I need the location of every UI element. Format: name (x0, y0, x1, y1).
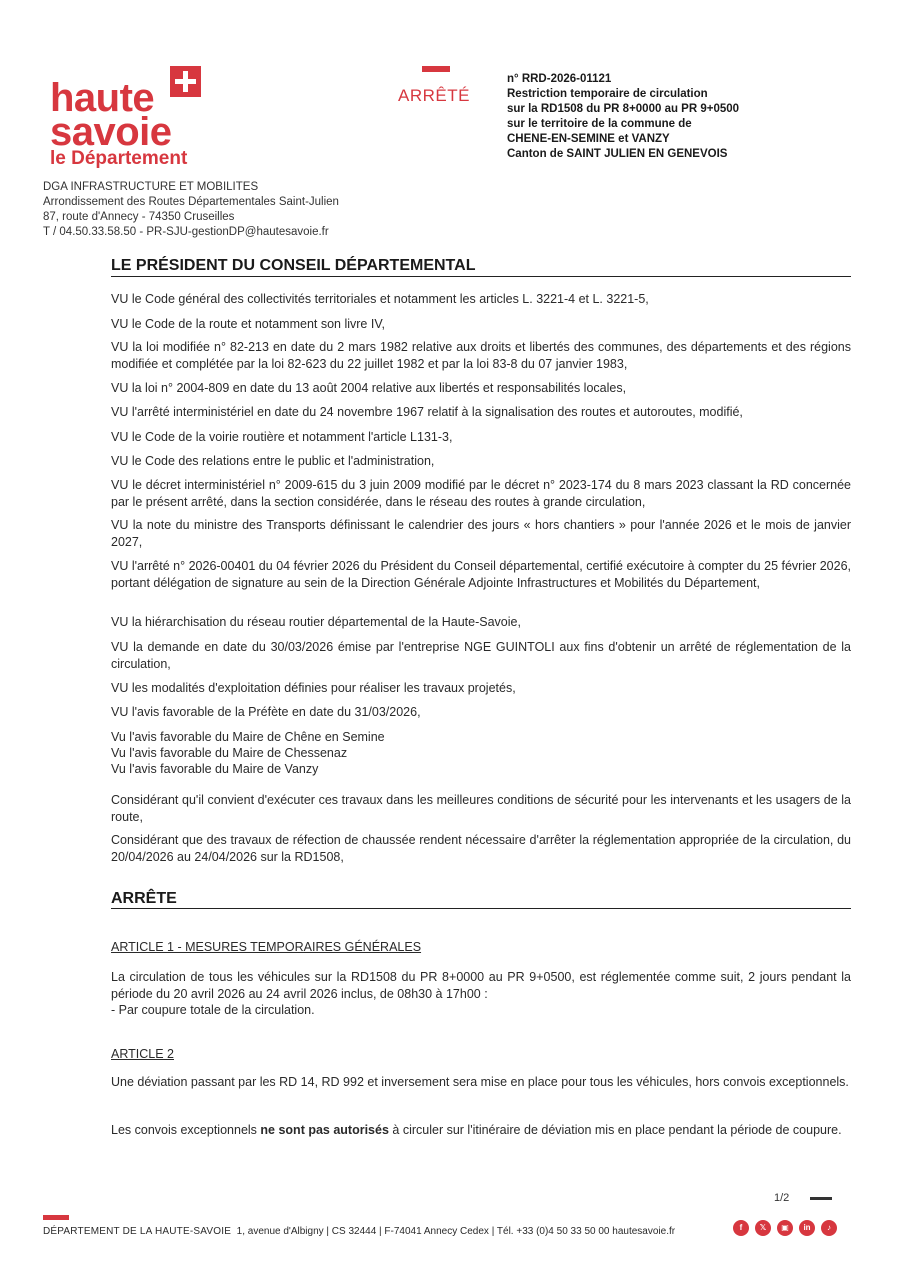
reference-line: Canton de SAINT JULIEN EN GENEVOIS (507, 148, 728, 160)
vu-item: VU l'arrêté n° 2026-00401 du 04 février 2026 du Président du Conseil départemental, certifié exécutoire à compter du 25 février 2026, portant délégation de signature au sein de la Direction Générale Adjointe Infrastructures et Mobilités du Département, (111, 559, 851, 590)
article-1-text: La circulation de tous les véhicules sur la RD1508 du PR 8+0000 au PR 9+0500, est réglementée comme suit, 2 jours pendant la période du 20 avril 2026 au 24 avril 2026 inclus, de 08h30 à 17h00 : (111, 970, 851, 1001)
avis-item: Vu l'avis favorable du Maire de Chessenaz (111, 746, 348, 760)
page-dash (810, 1197, 832, 1200)
vu-item: VU la loi n° 2004-809 en date du 13 août 2004 relative aux libertés et responsabilités locales, (111, 381, 627, 395)
considerant-item: Considérant que des travaux de réfection de chaussée rendent nécessaire d'arrêter la réglementation appropriée de la circulation, du 20/04/2026 au 24/04/2026 sur la RD1508, (111, 833, 851, 864)
vu-item: VU la demande en date du 30/03/2026 émise par l'entreprise NGE GUINTOLI aux fins d'obtenir un arrêté de réglementation de la circulation, (111, 640, 851, 671)
convoy-text-emphasis: ne sont pas autorisés (260, 1123, 389, 1137)
sender-line: 87, route d'Annecy - 74350 Cruseilles (43, 211, 235, 223)
sender-line: DGA INFRASTRUCTURE ET MOBILITES (43, 181, 259, 193)
footer-accent-bar (43, 1215, 69, 1220)
vu-item: VU la loi modifiée n° 82-213 en date du 2 mars 1982 relative aux droits et libertés des communes, des départements et des régions modifiée et complétée par la loi 82-623 du 22 juillet 1982 et par la loi 83-8 du 07 janvier 1983, (111, 340, 851, 371)
arrete-accent-bar (422, 66, 450, 72)
article-2-title: ARTICLE 2 (111, 1047, 174, 1061)
avis-item: Vu l'avis favorable du Maire de Vanzy (111, 762, 319, 776)
vu-item: VU la hiérarchisation du réseau routier départemental de la Haute-Savoie, (111, 615, 521, 629)
arrete-label: ARRÊTÉ (398, 86, 470, 105)
instagram-icon[interactable]: ▣ (777, 1220, 793, 1236)
footer-contact: 1, avenue d'Albigny | CS 32444 | F-74041 Annecy Cedex | Tél. +33 (0)4 50 33 50 00 hautesavoie.fr (236, 1226, 676, 1237)
reference-line: Restriction temporaire de circulation (507, 88, 708, 100)
article-2-convoy-text (111, 1122, 851, 1139)
vu-item: VU la note du ministre des Transports définissant le calendrier des jours « hors chantiers » pour l'année 2026 et le mois de janvier 2027, (111, 518, 851, 549)
logo-line-departement: le Département (50, 148, 188, 169)
reference-line: CHENE-EN-SEMINE et VANZY (507, 133, 670, 145)
vu-item: VU les modalités d'exploitation définies pour réaliser les travaux projetés, (111, 681, 516, 695)
tiktok-icon[interactable]: ♪ (821, 1220, 837, 1236)
vu-item: VU le Code de la voirie routière et notamment l'article L131-3, (111, 430, 453, 444)
arrete-divider (111, 908, 851, 909)
savoie-cross-icon (170, 66, 201, 97)
footer-org: DÉPARTEMENT DE LA HAUTE-SAVOIE (43, 1226, 232, 1237)
vu-item: VU le Code général des collectivités territoriales et notamment les articles L. 3221-4 et L. 3221-5, (111, 292, 649, 306)
sender-block (43, 180, 339, 240)
page-number: 1/2 (774, 1192, 790, 1204)
convoy-text-end: à circuler sur l'itinéraire de déviation mis en place pendant la période de coupure. (388, 1123, 842, 1137)
reference-line: sur la RD1508 du PR 8+0000 au PR 9+0500 (507, 103, 740, 115)
arrete-title: ARRÊTE (111, 890, 177, 907)
twitter-icon[interactable]: 𝕏 (755, 1220, 771, 1236)
vu-item: VU l'arrêté interministériel en date du 24 novembre 1967 relatif à la signalisation des routes et autoroutes, modifié, (111, 405, 743, 419)
vu-item: VU le Code des relations entre le public et l'administration, (111, 454, 435, 468)
reference-line: sur le territoire de la commune de (507, 118, 692, 130)
convoy-text-start: Les convois exceptionnels (111, 1123, 261, 1137)
article-1-title: ARTICLE 1 - MESURES TEMPORAIRES GÉNÉRALES (111, 940, 422, 954)
sender-contact: T / 04.50.33.58.50 - PR-SJU-gestionDP@hautesavoie.fr (43, 226, 329, 238)
article-1-item: - Par coupure totale de la circulation. (111, 1003, 315, 1017)
sender-line: Arrondissement des Routes Départementales Saint-Julien (43, 196, 339, 208)
vu-item: VU le décret interministériel n° 2009-615 du 3 juin 2009 modifié par le décret n° 2023-174 du 8 mars 2023 classant la RD concernée par le présent arrêté, dans la section considérée, dans le réseau des routes à grande circulation, (111, 478, 851, 509)
reference-block (507, 72, 739, 162)
logo-line-savoie: savoie (50, 110, 172, 154)
reference-number: n° RRD-2026-01121 (507, 73, 612, 85)
facebook-icon[interactable]: f (733, 1220, 749, 1236)
considerant-item: Considérant qu'il convient d'exécuter ces travaux dans les meilleures conditions de sécurité pour les intervenants et les usagers de la route, (111, 793, 851, 824)
vu-item: VU le Code de la route et notamment son livre IV, (111, 317, 385, 331)
vu-item: VU l'avis favorable de la Préfète en date du 31/03/2026, (111, 705, 421, 719)
title-divider (111, 276, 851, 277)
article-2-text: Une déviation passant par les RD 14, RD 992 et inversement sera mise en place pour tous les véhicules, hors convois exceptionnels. (111, 1075, 849, 1089)
linkedin-icon[interactable]: in (799, 1220, 815, 1236)
president-title: LE PRÉSIDENT DU CONSEIL DÉPARTEMENTAL (111, 257, 476, 274)
avis-item: Vu l'avis favorable du Maire de Chêne en Semine (111, 730, 385, 744)
logo-line-haute: haute (50, 76, 155, 120)
footer-address (43, 1226, 675, 1237)
